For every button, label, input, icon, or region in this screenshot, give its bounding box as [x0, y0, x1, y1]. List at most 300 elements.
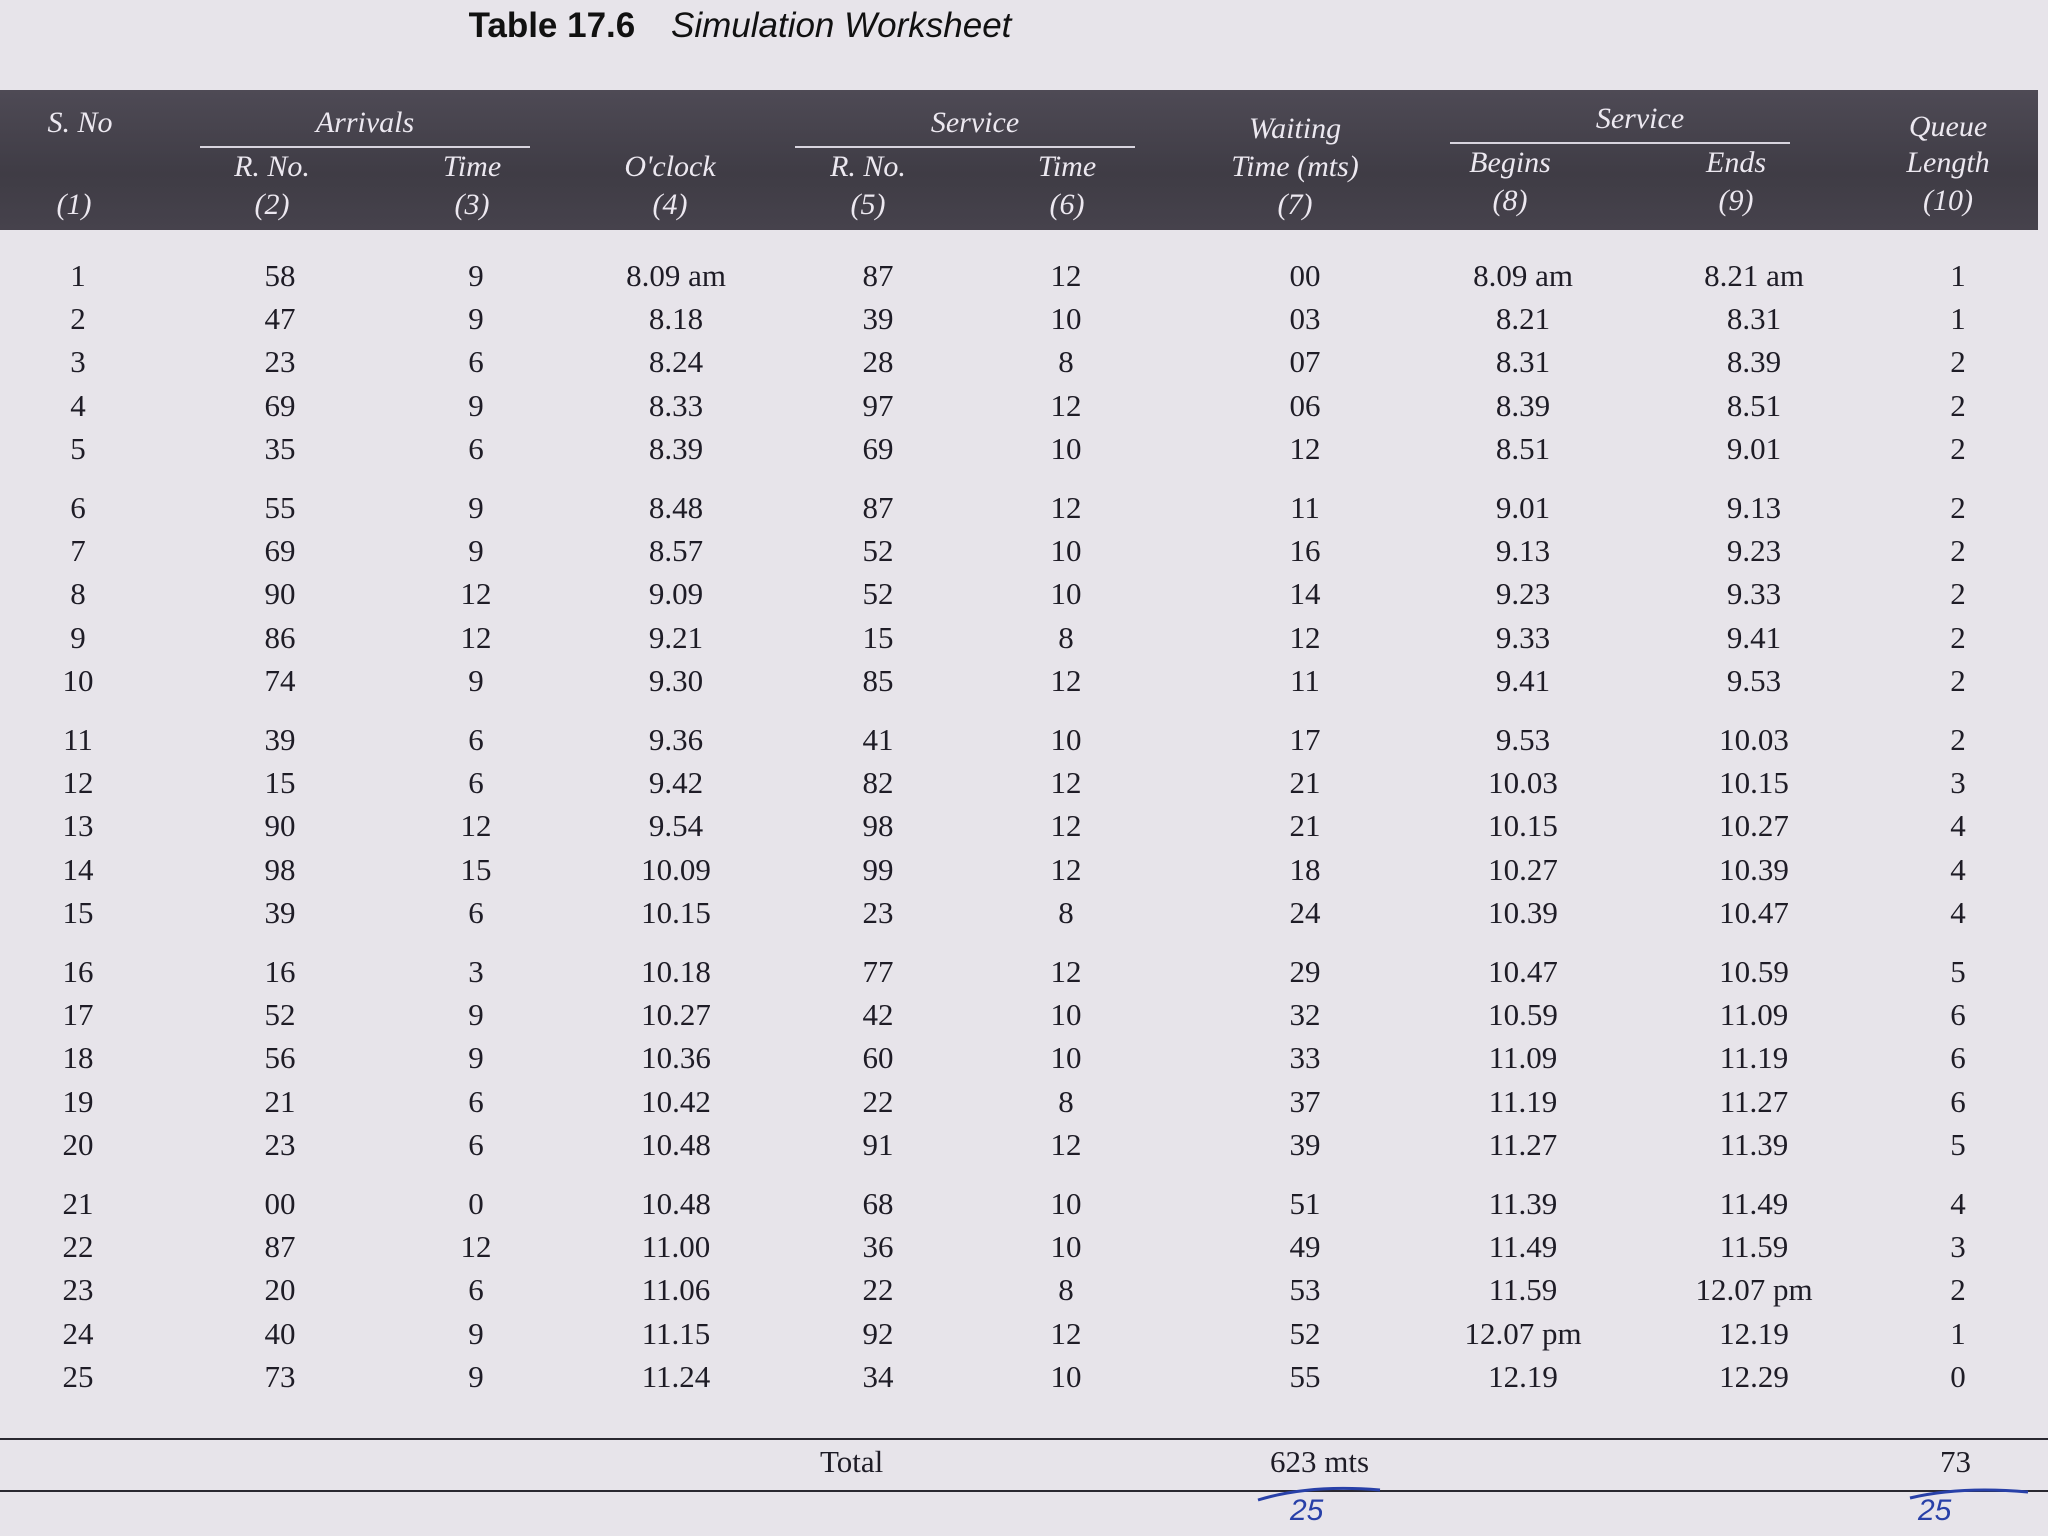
cell-arrival-time: 9 [468, 662, 484, 698]
cell-service-time: 12 [1050, 851, 1082, 887]
cell-sno: 13 [62, 808, 94, 844]
cell-waiting-time: 33 [1289, 1040, 1321, 1076]
cell-service-ends: 10.15 [1719, 765, 1789, 801]
cell-service-time: 10 [1050, 1040, 1082, 1076]
cell-service-rno: 22 [862, 1083, 894, 1119]
cell-waiting-time: 16 [1289, 533, 1321, 569]
cell-queue-length: 2 [1950, 387, 1966, 423]
cell-service-begins: 8.09 am [1473, 258, 1573, 293]
table-row [0, 1227, 2048, 1267]
cell-service-begins: 11.27 [1488, 1126, 1558, 1162]
cell-arrival-time: 6 [468, 1083, 484, 1119]
table-row [0, 429, 2048, 469]
table-row [0, 995, 2048, 1035]
cell-service-time: 12 [1050, 662, 1082, 698]
cell-arrival-time: 3 [468, 954, 484, 989]
cell-arrival-rno: 47 [264, 301, 296, 337]
cell-service-rno: 22 [862, 1272, 894, 1308]
cell-waiting-time: 21 [1289, 765, 1321, 801]
cell-queue-length: 2 [1950, 490, 1966, 525]
cell-waiting-time: 51 [1289, 1186, 1321, 1221]
cell-service-begins: 8.39 [1495, 387, 1551, 423]
table-row [0, 531, 2048, 571]
cell-sno: 11 [63, 722, 93, 757]
header-col-9-label: Ends [1706, 146, 1766, 179]
header-col-5-num: (5) [850, 188, 886, 221]
cell-arrival-rno: 55 [264, 490, 296, 525]
cell-arrival-rno: 69 [264, 533, 296, 569]
cell-arrival-oclock: 9.36 [648, 722, 704, 757]
cell-service-time: 10 [1050, 1186, 1082, 1221]
cell-waiting-time: 11 [1290, 490, 1320, 525]
cell-service-ends: 9.01 [1726, 430, 1782, 466]
cell-arrival-rno: 98 [264, 851, 296, 887]
cell-arrival-rno: 16 [264, 954, 296, 989]
cell-waiting-time: 17 [1289, 722, 1321, 757]
cell-arrival-time: 9 [468, 490, 484, 525]
cell-service-ends: 11.49 [1719, 1186, 1789, 1221]
cell-queue-length: 1 [1950, 258, 1966, 293]
header-col-2-num: (2) [254, 188, 290, 221]
header-group-queue: Queue [1908, 110, 1988, 143]
cell-arrival-rno: 90 [264, 576, 296, 612]
cell-arrival-oclock: 10.48 [641, 1126, 711, 1162]
header-col-9-num: (9) [1718, 184, 1754, 217]
cell-service-rno: 82 [862, 765, 894, 801]
table-row [0, 1357, 2048, 1397]
cell-service-rno: 85 [862, 662, 894, 698]
cell-arrival-rno: 00 [264, 1186, 296, 1221]
header-col-2-label: R. No. [234, 150, 310, 183]
cell-queue-length: 0 [1950, 1358, 1966, 1394]
cell-service-begins: 11.19 [1488, 1083, 1558, 1119]
cell-service-begins: 9.41 [1495, 662, 1551, 698]
cell-arrival-rno: 69 [264, 387, 296, 423]
cell-queue-length: 2 [1950, 1272, 1966, 1308]
cell-arrival-oclock: 8.39 [648, 430, 704, 466]
cell-arrival-rno: 20 [264, 1272, 296, 1308]
cell-arrival-oclock: 11.06 [641, 1272, 711, 1308]
cell-service-begins: 11.49 [1488, 1229, 1558, 1265]
cell-service-ends: 8.21 am [1704, 258, 1804, 293]
cell-waiting-time: 32 [1289, 997, 1321, 1033]
cell-service-begins: 11.59 [1488, 1272, 1558, 1308]
cell-service-rno: 34 [862, 1358, 894, 1394]
cell-sno: 22 [62, 1229, 94, 1265]
cell-arrival-rno: 58 [264, 258, 296, 293]
cell-service-rno: 60 [862, 1040, 894, 1076]
cell-arrival-time: 6 [468, 1126, 484, 1162]
cell-arrival-oclock: 8.33 [648, 387, 704, 423]
cell-service-ends: 9.33 [1726, 576, 1782, 612]
cell-service-begins: 8.21 [1495, 301, 1551, 337]
cell-arrival-time: 6 [468, 894, 484, 930]
cell-waiting-time: 21 [1289, 808, 1321, 844]
header-col-8-label: Begins [1469, 146, 1551, 179]
cell-arrival-time: 12 [460, 808, 492, 844]
table-row [0, 488, 2048, 528]
cell-service-ends: 9.41 [1726, 619, 1782, 655]
header-sno: S. No [47, 106, 113, 139]
cell-waiting-time: 03 [1289, 301, 1321, 337]
cell-waiting-time: 53 [1289, 1272, 1321, 1308]
cell-service-time: 8 [1058, 1083, 1074, 1119]
cell-service-ends: 9.53 [1726, 662, 1782, 698]
cell-service-begins: 11.39 [1488, 1186, 1558, 1221]
cell-service-rno: 98 [862, 808, 894, 844]
table-row [0, 952, 2048, 992]
cell-sno: 21 [62, 1186, 94, 1221]
cell-arrival-rno: 73 [264, 1358, 296, 1394]
cell-waiting-time: 14 [1289, 576, 1321, 612]
cell-service-rno: 52 [862, 533, 894, 569]
cell-service-ends: 12.07 pm [1695, 1272, 1813, 1308]
cell-service-begins: 9.13 [1495, 533, 1551, 569]
header-col-4-label: O'clock [624, 150, 716, 183]
cell-service-time: 12 [1050, 954, 1082, 989]
cell-arrival-time: 9 [468, 997, 484, 1033]
cell-service-ends: 10.27 [1719, 808, 1789, 844]
cell-queue-length: 4 [1950, 894, 1966, 930]
table-name: Simulation Worksheet [670, 6, 1012, 45]
cell-sno: 14 [62, 851, 94, 887]
header-col-4-num: (4) [652, 188, 688, 221]
cell-service-time: 12 [1050, 1126, 1082, 1162]
cell-service-begins: 10.47 [1488, 954, 1558, 989]
header-group-service: Service [930, 106, 1020, 139]
cell-service-rno: 68 [862, 1186, 894, 1221]
cell-waiting-time: 12 [1289, 430, 1321, 466]
cell-queue-length: 2 [1950, 430, 1966, 466]
cell-service-rno: 77 [862, 954, 894, 989]
cell-service-ends: 10.47 [1719, 894, 1789, 930]
cell-service-ends: 11.19 [1719, 1040, 1789, 1076]
cell-service-ends: 11.59 [1719, 1229, 1789, 1265]
cell-service-time: 10 [1050, 1229, 1082, 1265]
cell-service-time: 10 [1050, 1358, 1082, 1394]
cell-waiting-time: 07 [1289, 344, 1321, 380]
cell-queue-length: 4 [1950, 808, 1966, 844]
cell-arrival-rno: 87 [264, 1229, 296, 1265]
cell-service-ends: 10.39 [1719, 851, 1789, 887]
table-header [0, 90, 2038, 230]
cell-service-time: 8 [1058, 344, 1074, 380]
total-rule-top [0, 1438, 2048, 1440]
cell-arrival-oclock: 8.57 [648, 533, 704, 569]
header-col-7-num: (7) [1277, 188, 1313, 221]
table-row [0, 1125, 2048, 1165]
header-group-arrivals: Arrivals [315, 106, 415, 139]
header-group-waiting: Waiting [1248, 112, 1342, 145]
cell-arrival-rno: 40 [264, 1315, 296, 1351]
cell-sno: 9 [70, 619, 86, 655]
cell-waiting-time: 11 [1290, 662, 1320, 698]
cell-queue-length: 6 [1950, 1040, 1966, 1076]
cell-arrival-rno: 39 [264, 894, 296, 930]
cell-arrival-oclock: 10.18 [641, 954, 711, 989]
cell-service-rno: 91 [862, 1126, 894, 1162]
cell-service-ends: 12.19 [1719, 1315, 1789, 1351]
cell-service-rno: 97 [862, 387, 894, 423]
cell-arrival-time: 12 [460, 619, 492, 655]
cell-queue-length: 5 [1950, 1126, 1966, 1162]
cell-arrival-rno: 74 [264, 662, 296, 698]
cell-service-time: 12 [1050, 808, 1082, 844]
cell-sno: 17 [62, 997, 94, 1033]
cell-arrival-time: 9 [468, 1315, 484, 1351]
cell-arrival-time: 0 [468, 1186, 484, 1221]
table-row [0, 806, 2048, 846]
cell-arrival-rno: 23 [264, 344, 296, 380]
cell-queue-length: 4 [1950, 1186, 1966, 1221]
cell-service-time: 10 [1050, 576, 1082, 612]
cell-service-ends: 8.51 [1726, 387, 1782, 423]
cell-waiting-time: 00 [1289, 258, 1321, 293]
table-row [0, 1082, 2048, 1122]
cell-service-rno: 36 [862, 1229, 894, 1265]
cell-arrival-time: 9 [468, 301, 484, 337]
cell-sno: 8 [70, 576, 86, 612]
header-col-10-label: Length [1906, 146, 1990, 179]
cell-arrival-oclock: 11.00 [641, 1229, 711, 1265]
table-title [0, 6, 1480, 46]
cell-service-begins: 12.07 pm [1464, 1315, 1582, 1351]
cell-service-begins: 10.03 [1488, 765, 1558, 801]
cell-arrival-rno: 35 [264, 430, 296, 466]
cell-service-rno: 28 [862, 344, 894, 380]
cell-arrival-time: 9 [468, 1040, 484, 1076]
cell-queue-length: 2 [1950, 722, 1966, 757]
cell-service-time: 10 [1050, 997, 1082, 1033]
cell-sno: 12 [62, 765, 94, 801]
cell-service-time: 12 [1050, 387, 1082, 423]
cell-service-rno: 39 [862, 301, 894, 337]
cell-service-rno: 92 [862, 1315, 894, 1351]
cell-service-begins: 9.23 [1495, 576, 1551, 612]
cell-sno: 24 [62, 1315, 94, 1351]
table-row [0, 661, 2048, 701]
cell-service-begins: 10.27 [1488, 851, 1558, 887]
table-row [0, 893, 2048, 933]
header-col-10-num: (10) [1923, 184, 1973, 217]
cell-arrival-rno: 23 [264, 1126, 296, 1162]
cell-service-rno: 15 [862, 619, 894, 655]
cell-waiting-time: 55 [1289, 1358, 1321, 1394]
total-rule-bottom [0, 1490, 2048, 1492]
cell-service-begins: 11.09 [1488, 1040, 1558, 1076]
cell-arrival-time: 6 [468, 765, 484, 801]
cell-arrival-time: 9 [468, 258, 484, 293]
cell-sno: 23 [62, 1272, 94, 1308]
cell-queue-length: 5 [1950, 954, 1966, 989]
header-rule-service [795, 146, 1135, 148]
cell-service-begins: 9.53 [1495, 722, 1551, 757]
cell-arrival-time: 6 [468, 344, 484, 380]
cell-service-begins: 10.59 [1488, 997, 1558, 1033]
cell-queue-length: 3 [1950, 1229, 1966, 1265]
cell-waiting-time: 12 [1289, 619, 1321, 655]
cell-queue-length: 6 [1950, 1083, 1966, 1119]
cell-arrival-oclock: 9.09 [648, 576, 704, 612]
cell-sno: 2 [70, 301, 86, 337]
cell-arrival-time: 9 [468, 533, 484, 569]
cell-sno: 7 [70, 533, 86, 569]
cell-arrival-oclock: 9.42 [648, 765, 704, 801]
cell-waiting-time: 06 [1289, 387, 1321, 423]
table-row [0, 256, 2048, 296]
ink-underline-waiting [1250, 1478, 1400, 1518]
cell-arrival-oclock: 8.09 am [626, 258, 726, 293]
cell-service-ends: 11.39 [1719, 1126, 1789, 1162]
cell-service-begins: 12.19 [1488, 1358, 1558, 1394]
cell-arrival-oclock: 10.09 [641, 851, 711, 887]
cell-arrival-oclock: 11.24 [641, 1358, 711, 1394]
cell-sno: 6 [70, 490, 86, 525]
cell-queue-length: 2 [1950, 576, 1966, 612]
cell-sno: 5 [70, 430, 86, 466]
cell-waiting-time: 39 [1289, 1126, 1321, 1162]
cell-arrival-oclock: 8.24 [648, 344, 704, 380]
cell-arrival-rno: 86 [264, 619, 296, 655]
cell-service-time: 8 [1058, 1272, 1074, 1308]
cell-sno: 20 [62, 1126, 94, 1162]
cell-service-rno: 87 [862, 258, 894, 293]
cell-service-rno: 42 [862, 997, 894, 1033]
table-row [0, 386, 2048, 426]
cell-waiting-time: 37 [1289, 1083, 1321, 1119]
cell-queue-length: 4 [1950, 851, 1966, 887]
cell-sno: 1 [70, 258, 86, 293]
cell-arrival-rno: 90 [264, 808, 296, 844]
cell-service-begins: 10.39 [1488, 894, 1558, 930]
cell-queue-length: 1 [1950, 1315, 1966, 1351]
cell-arrival-time: 9 [468, 1358, 484, 1394]
header-col-3-num: (3) [454, 188, 490, 221]
header-rule-arrivals [200, 146, 530, 148]
cell-service-time: 10 [1050, 301, 1082, 337]
cell-service-time: 10 [1050, 722, 1082, 757]
cell-service-rno: 99 [862, 851, 894, 887]
cell-queue-length: 2 [1950, 533, 1966, 569]
table-row [0, 1038, 2048, 1078]
cell-arrival-rno: 39 [264, 722, 296, 757]
cell-service-rno: 87 [862, 490, 894, 525]
cell-arrival-oclock: 9.54 [648, 808, 704, 844]
cell-arrival-oclock: 8.18 [648, 301, 704, 337]
header-col-6-num: (6) [1049, 188, 1085, 221]
cell-waiting-time: 49 [1289, 1229, 1321, 1265]
cell-service-begins: 8.31 [1495, 344, 1551, 380]
cell-service-time: 12 [1050, 258, 1082, 293]
cell-queue-length: 2 [1950, 344, 1966, 380]
cell-service-begins: 10.15 [1488, 808, 1558, 844]
table-row [0, 1314, 2048, 1354]
cell-sno: 18 [62, 1040, 94, 1076]
cell-arrival-oclock: 10.15 [641, 894, 711, 930]
header-group-service-times: Service [1595, 102, 1685, 135]
cell-arrival-oclock: 10.27 [641, 997, 711, 1033]
cell-arrival-time: 6 [468, 430, 484, 466]
table-row [0, 850, 2048, 890]
cell-arrival-time: 9 [468, 387, 484, 423]
cell-service-rno: 23 [862, 894, 894, 930]
cell-service-time: 12 [1050, 765, 1082, 801]
cell-sno: 3 [70, 344, 86, 380]
header-col-3-label: Time [442, 150, 502, 183]
cell-service-time: 10 [1050, 430, 1082, 466]
cell-arrival-time: 12 [460, 576, 492, 612]
cell-sno: 4 [70, 387, 86, 423]
cell-arrival-oclock: 10.36 [641, 1040, 711, 1076]
cell-arrival-rno: 15 [264, 765, 296, 801]
cell-sno: 19 [62, 1083, 94, 1119]
cell-sno: 10 [62, 662, 94, 698]
cell-sno: 15 [62, 894, 94, 930]
table-row [0, 342, 2048, 382]
handwritten-note-waiting: 25 [1290, 1494, 1324, 1527]
header-col-1-num: (1) [56, 188, 92, 221]
cell-queue-length: 6 [1950, 997, 1966, 1033]
table-row [0, 1184, 2048, 1224]
cell-arrival-oclock: 9.30 [648, 662, 704, 698]
cell-arrival-time: 6 [468, 1272, 484, 1308]
cell-service-time: 8 [1058, 894, 1074, 930]
cell-service-time: 10 [1050, 533, 1082, 569]
cell-service-ends: 11.27 [1719, 1083, 1789, 1119]
cell-service-begins: 9.33 [1495, 619, 1551, 655]
header-col-8-num: (8) [1492, 184, 1528, 217]
table-row [0, 1270, 2048, 1310]
cell-service-ends: 11.09 [1719, 997, 1789, 1033]
cell-arrival-rno: 52 [264, 997, 296, 1033]
handwritten-note-queue: 25 [1918, 1494, 1952, 1527]
cell-service-ends: 8.39 [1726, 344, 1782, 380]
cell-service-rno: 41 [862, 722, 894, 757]
cell-service-rno: 52 [862, 576, 894, 612]
table-row [0, 618, 2048, 658]
cell-service-time: 8 [1058, 619, 1074, 655]
cell-queue-length: 2 [1950, 619, 1966, 655]
cell-service-ends: 9.23 [1726, 533, 1782, 569]
table-number: Table 17.6 [468, 6, 636, 45]
cell-arrival-oclock: 11.15 [641, 1315, 711, 1351]
cell-queue-length: 2 [1950, 662, 1966, 698]
cell-arrival-time: 15 [460, 851, 492, 887]
cell-arrival-rno: 21 [264, 1083, 296, 1119]
cell-service-ends: 10.59 [1719, 954, 1789, 989]
header-rule-service-times [1450, 142, 1790, 144]
cell-waiting-time: 52 [1289, 1315, 1321, 1351]
cell-service-ends: 10.03 [1719, 722, 1789, 757]
cell-arrival-oclock: 8.48 [648, 490, 704, 525]
header-col-6-label: Time [1037, 150, 1097, 183]
table-row [0, 574, 2048, 614]
cell-service-rno: 69 [862, 430, 894, 466]
cell-service-time: 12 [1050, 1315, 1082, 1351]
table-row [0, 720, 2048, 760]
cell-service-time: 12 [1050, 490, 1082, 525]
table-row [0, 299, 2048, 339]
total-label: Total [820, 1444, 884, 1479]
cell-waiting-time: 24 [1289, 894, 1321, 930]
total-queue-length: 73 [1940, 1444, 1971, 1479]
cell-queue-length: 3 [1950, 765, 1966, 801]
cell-service-ends: 9.13 [1726, 490, 1782, 525]
cell-service-ends: 8.31 [1726, 301, 1782, 337]
cell-sno: 25 [62, 1358, 94, 1394]
cell-sno: 16 [62, 954, 94, 989]
cell-arrival-oclock: 9.21 [648, 619, 704, 655]
